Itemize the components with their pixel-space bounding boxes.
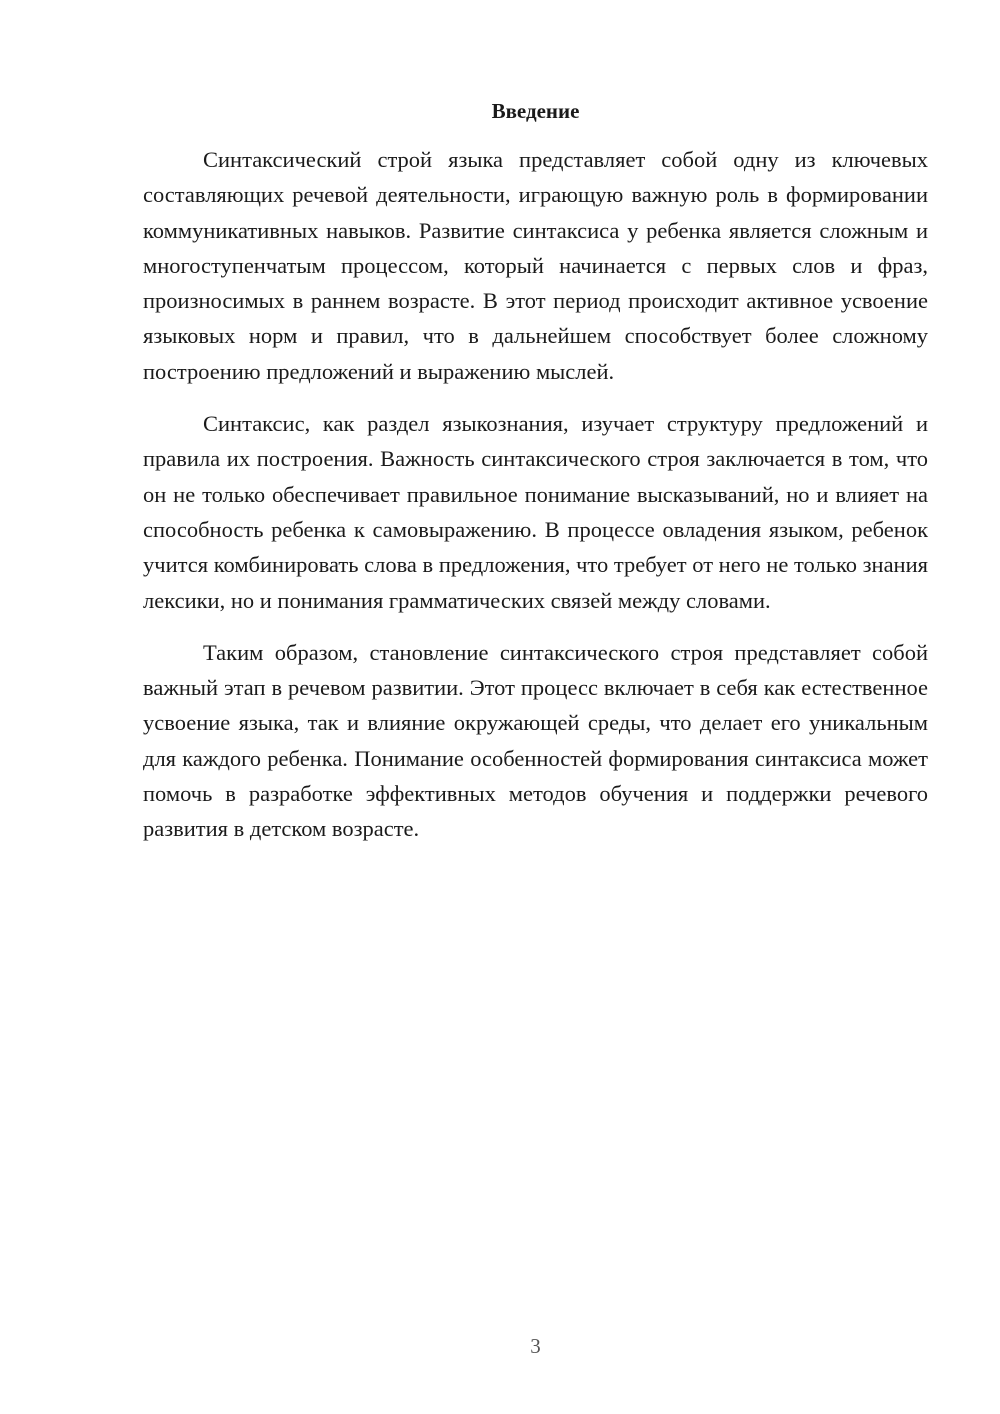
paragraph-2: Синтаксис, как раздел языкознания, изучает структуру предложений и правила их построения. Важность синтаксического строя заключается в том, что он не только обеспечивает правильное понимание высказываний, но и влияет на способность ребенка к самовыражению. В процессе овладения языком, ребенок учится комбинировать слова в предложения, что требует от него не только знания лексики, но и понимания грамматических связей между словами. [143, 411, 928, 613]
document-body [143, 142, 928, 864]
paragraph-3: Таким образом, становление синтаксического строя представляет собой важный этап в речевом развитии. Этот процесс включает в себя как естественное усвоение языка, так и влияние окружающей среды, что делает его уникальным для каждого ребенка. Понимание особенностей формирования синтаксиса может помочь в разработке эффективных методов обучения и поддержки речевого развития в детском возрасте. [143, 639, 928, 842]
page-number: 3 [530, 1334, 541, 1358]
paragraph-1: Синтаксический строй языка представляет собой одну из ключевых составляющих речевой деятельности, играющую важную роль в формировании коммуникативных навыков. Развитие синтаксиса у ребенка является сложным и многоступенчатым процессом, который начинается с первых слов и фраз, произносимых в раннем возрасте. В этот период происходит активное усвоение языковых норм и правил, что в дальнейшем способствует более сложному построению предложений и выражению мыслей. [143, 147, 928, 384]
section-heading: Введение [491, 99, 580, 123]
